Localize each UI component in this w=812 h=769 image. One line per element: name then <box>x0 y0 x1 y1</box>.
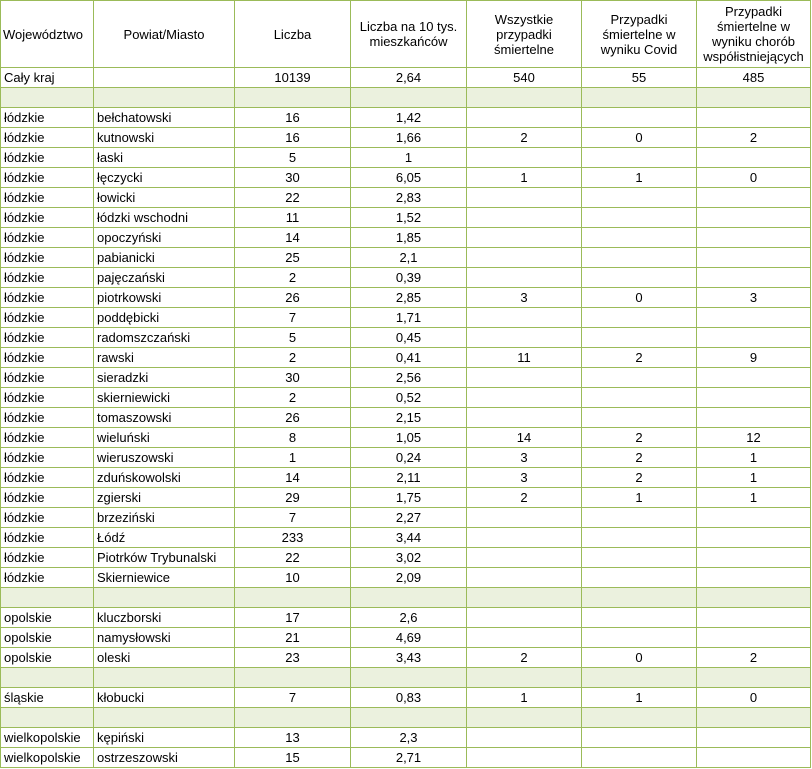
table-row <box>1 608 811 628</box>
cell-powiat: sieradzki <box>94 368 235 388</box>
cell-wojewodztwo: łódzkie <box>1 548 94 568</box>
header-wojewodztwo: Województwo <box>1 1 94 68</box>
cell-liczba-na-10-tys: 3,02 <box>351 548 467 568</box>
cell-smiertelne-wspolistniejace: 485 <box>697 68 811 88</box>
cell-smiertelne-wspolistniejace: 3 <box>697 288 811 308</box>
cell-liczba: 7 <box>235 308 351 328</box>
cell-wszystkie-smiertelne <box>467 228 582 248</box>
cell-smiertelne-covid <box>582 148 697 168</box>
table-row <box>1 668 811 688</box>
cell-liczba: 30 <box>235 368 351 388</box>
cell-wszystkie-smiertelne: 2 <box>467 488 582 508</box>
cell-liczba-na-10-tys: 2,6 <box>351 608 467 628</box>
table-row <box>1 468 811 488</box>
cell-liczba: 13 <box>235 728 351 748</box>
header-row <box>1 1 811 68</box>
cell-liczba: 15 <box>235 748 351 768</box>
cell-wszystkie-smiertelne <box>467 408 582 428</box>
cell-liczba-na-10-tys: 2,71 <box>351 748 467 768</box>
table-row <box>1 728 811 748</box>
cell-smiertelne-covid <box>582 108 697 128</box>
cell-smiertelne-wspolistniejace <box>697 208 811 228</box>
cell-smiertelne-wspolistniejace <box>697 188 811 208</box>
cell-powiat: kłobucki <box>94 688 235 708</box>
cell-powiat: poddębicki <box>94 308 235 328</box>
cell-smiertelne-wspolistniejace: 12 <box>697 428 811 448</box>
cell-powiat: kluczborski <box>94 608 235 628</box>
cell-wszystkie-smiertelne <box>467 308 582 328</box>
cell-wojewodztwo: opolskie <box>1 648 94 668</box>
cell-wojewodztwo: łódzkie <box>1 268 94 288</box>
cell-wojewodztwo <box>1 88 94 108</box>
cell-smiertelne-covid: 2 <box>582 348 697 368</box>
cell-liczba: 2 <box>235 388 351 408</box>
cell-wojewodztwo: opolskie <box>1 628 94 648</box>
cell-smiertelne-covid <box>582 308 697 328</box>
cell-liczba: 8 <box>235 428 351 448</box>
table-row <box>1 648 811 668</box>
cell-wojewodztwo: łódzkie <box>1 468 94 488</box>
cell-powiat <box>94 588 235 608</box>
cell-smiertelne-covid <box>582 548 697 568</box>
cell-smiertelne-wspolistniejace <box>697 148 811 168</box>
table-row <box>1 168 811 188</box>
cell-powiat: zduńskowolski <box>94 468 235 488</box>
table-row <box>1 448 811 468</box>
cell-liczba <box>235 668 351 688</box>
cell-wojewodztwo: łódzkie <box>1 348 94 368</box>
cell-wojewodztwo: łódzkie <box>1 408 94 428</box>
cell-wszystkie-smiertelne: 2 <box>467 128 582 148</box>
cell-liczba: 17 <box>235 608 351 628</box>
cell-wszystkie-smiertelne <box>467 108 582 128</box>
cell-wszystkie-smiertelne: 540 <box>467 68 582 88</box>
table-row <box>1 208 811 228</box>
cell-wojewodztwo: łódzkie <box>1 528 94 548</box>
cell-powiat: Skierniewice <box>94 568 235 588</box>
cell-wojewodztwo: śląskie <box>1 688 94 708</box>
table-row <box>1 288 811 308</box>
cell-smiertelne-wspolistniejace <box>697 228 811 248</box>
cell-liczba: 11 <box>235 208 351 228</box>
cell-liczba: 14 <box>235 228 351 248</box>
cell-powiat: łódzki wschodni <box>94 208 235 228</box>
cell-wszystkie-smiertelne <box>467 628 582 648</box>
cell-wszystkie-smiertelne <box>467 388 582 408</box>
cell-smiertelne-covid <box>582 608 697 628</box>
cell-liczba-na-10-tys: 0,83 <box>351 688 467 708</box>
cell-wszystkie-smiertelne: 14 <box>467 428 582 448</box>
cell-smiertelne-wspolistniejace: 0 <box>697 688 811 708</box>
cell-powiat: brzeziński <box>94 508 235 528</box>
cell-wszystkie-smiertelne <box>467 268 582 288</box>
cell-powiat: Łódź <box>94 528 235 548</box>
cell-wszystkie-smiertelne: 3 <box>467 448 582 468</box>
cell-wojewodztwo: łódzkie <box>1 308 94 328</box>
cell-liczba-na-10-tys: 2,3 <box>351 728 467 748</box>
cell-liczba-na-10-tys <box>351 668 467 688</box>
cell-wojewodztwo: łódzkie <box>1 508 94 528</box>
cell-liczba-na-10-tys: 4,69 <box>351 628 467 648</box>
table-row <box>1 748 811 768</box>
cell-powiat <box>94 88 235 108</box>
cell-liczba: 25 <box>235 248 351 268</box>
cell-smiertelne-wspolistniejace: 2 <box>697 648 811 668</box>
cell-wojewodztwo: wielkopolskie <box>1 728 94 748</box>
cell-wszystkie-smiertelne <box>467 708 582 728</box>
cell-liczba-na-10-tys: 1,85 <box>351 228 467 248</box>
cell-wojewodztwo: łódzkie <box>1 428 94 448</box>
cell-wszystkie-smiertelne <box>467 588 582 608</box>
cell-smiertelne-covid <box>582 748 697 768</box>
cell-powiat: piotrkowski <box>94 288 235 308</box>
cell-wszystkie-smiertelne: 11 <box>467 348 582 368</box>
table-row <box>1 488 811 508</box>
table-row <box>1 388 811 408</box>
table-row <box>1 548 811 568</box>
table-row <box>1 128 811 148</box>
cell-wojewodztwo: łódzkie <box>1 368 94 388</box>
cell-liczba-na-10-tys <box>351 708 467 728</box>
cell-liczba: 30 <box>235 168 351 188</box>
cell-smiertelne-wspolistniejace: 1 <box>697 448 811 468</box>
cell-powiat: tomaszowski <box>94 408 235 428</box>
header-wszystkie-smiertelne: Wszystkie przypadki śmiertelne <box>467 1 582 68</box>
cell-smiertelne-covid <box>582 728 697 748</box>
cell-wojewodztwo: wielkopolskie <box>1 748 94 768</box>
cell-powiat: ostrzeszowski <box>94 748 235 768</box>
cell-liczba: 16 <box>235 108 351 128</box>
cell-smiertelne-covid <box>582 328 697 348</box>
cell-powiat: namysłowski <box>94 628 235 648</box>
cell-smiertelne-covid <box>582 508 697 528</box>
cell-liczba: 10 <box>235 568 351 588</box>
cell-smiertelne-wspolistniejace <box>697 568 811 588</box>
cell-wszystkie-smiertelne <box>467 368 582 388</box>
cell-powiat: kępiński <box>94 728 235 748</box>
cell-smiertelne-wspolistniejace <box>697 588 811 608</box>
header-smiertelne-covid: Przypadki śmiertelne w wyniku Covid <box>582 1 697 68</box>
table-row <box>1 628 811 648</box>
cell-powiat: łaski <box>94 148 235 168</box>
table-row <box>1 528 811 548</box>
cell-liczba-na-10-tys: 0,24 <box>351 448 467 468</box>
cell-liczba <box>235 588 351 608</box>
cell-powiat: wieluński <box>94 428 235 448</box>
cell-powiat: pabianicki <box>94 248 235 268</box>
cell-smiertelne-wspolistniejace <box>697 748 811 768</box>
cell-liczba-na-10-tys: 2,27 <box>351 508 467 528</box>
cell-wszystkie-smiertelne: 3 <box>467 468 582 488</box>
cell-smiertelne-wspolistniejace <box>697 628 811 648</box>
table-row <box>1 708 811 728</box>
cell-liczba-na-10-tys: 1,42 <box>351 108 467 128</box>
table-row <box>1 688 811 708</box>
cell-liczba-na-10-tys <box>351 88 467 108</box>
cell-liczba: 22 <box>235 188 351 208</box>
cell-wszystkie-smiertelne: 1 <box>467 168 582 188</box>
cell-liczba-na-10-tys: 2,11 <box>351 468 467 488</box>
cell-wojewodztwo: łódzkie <box>1 488 94 508</box>
table-row <box>1 588 811 608</box>
cell-liczba-na-10-tys: 2,56 <box>351 368 467 388</box>
cell-wszystkie-smiertelne <box>467 248 582 268</box>
cell-liczba: 233 <box>235 528 351 548</box>
cell-liczba-na-10-tys: 2,09 <box>351 568 467 588</box>
cell-wszystkie-smiertelne <box>467 508 582 528</box>
cell-smiertelne-covid <box>582 88 697 108</box>
cell-smiertelne-covid: 2 <box>582 428 697 448</box>
cell-liczba: 2 <box>235 348 351 368</box>
cell-smiertelne-covid: 55 <box>582 68 697 88</box>
table-row <box>1 408 811 428</box>
cell-liczba-na-10-tys: 2,64 <box>351 68 467 88</box>
cell-liczba-na-10-tys: 1 <box>351 148 467 168</box>
cell-smiertelne-covid <box>582 368 697 388</box>
cell-powiat: bełchatowski <box>94 108 235 128</box>
cell-liczba: 7 <box>235 508 351 528</box>
table-row <box>1 308 811 328</box>
cell-smiertelne-covid <box>582 528 697 548</box>
cell-wojewodztwo: łódzkie <box>1 328 94 348</box>
cell-liczba-na-10-tys: 2,1 <box>351 248 467 268</box>
cell-powiat: Piotrków Trybunalski <box>94 548 235 568</box>
cell-smiertelne-wspolistniejace <box>697 388 811 408</box>
cell-wojewodztwo: łódzkie <box>1 388 94 408</box>
cell-wojewodztwo <box>1 588 94 608</box>
cell-powiat: skierniewicki <box>94 388 235 408</box>
cell-wojewodztwo: łódzkie <box>1 288 94 308</box>
table-row <box>1 68 811 88</box>
cell-smiertelne-wspolistniejace <box>697 108 811 128</box>
cell-powiat: oleski <box>94 648 235 668</box>
cell-liczba: 29 <box>235 488 351 508</box>
cell-smiertelne-covid <box>582 228 697 248</box>
table-row <box>1 108 811 128</box>
cell-liczba-na-10-tys: 1,52 <box>351 208 467 228</box>
cell-powiat <box>94 708 235 728</box>
cell-smiertelne-covid: 0 <box>582 128 697 148</box>
cell-powiat: wieruszowski <box>94 448 235 468</box>
cell-smiertelne-covid: 1 <box>582 688 697 708</box>
cell-smiertelne-wspolistniejace <box>697 528 811 548</box>
cell-liczba-na-10-tys: 2,15 <box>351 408 467 428</box>
table-row <box>1 568 811 588</box>
table-row <box>1 328 811 348</box>
cell-smiertelne-covid: 2 <box>582 468 697 488</box>
table-row <box>1 88 811 108</box>
cell-powiat <box>94 68 235 88</box>
cell-wszystkie-smiertelne <box>467 148 582 168</box>
cell-smiertelne-covid <box>582 208 697 228</box>
cell-wszystkie-smiertelne <box>467 728 582 748</box>
cell-wojewodztwo <box>1 708 94 728</box>
header-liczba-na-10-tys: Liczba na 10 tys. mieszkańców <box>351 1 467 68</box>
cell-wszystkie-smiertelne: 1 <box>467 688 582 708</box>
cell-powiat: rawski <box>94 348 235 368</box>
cell-liczba-na-10-tys: 2,85 <box>351 288 467 308</box>
cell-wszystkie-smiertelne <box>467 748 582 768</box>
cell-smiertelne-wspolistniejace <box>697 88 811 108</box>
cell-smiertelne-wspolistniejace <box>697 508 811 528</box>
cell-smiertelne-wspolistniejace <box>697 408 811 428</box>
cell-wojewodztwo: łódzkie <box>1 448 94 468</box>
cell-liczba-na-10-tys: 3,44 <box>351 528 467 548</box>
cell-smiertelne-wspolistniejace <box>697 248 811 268</box>
table-row <box>1 188 811 208</box>
cell-liczba-na-10-tys: 1,66 <box>351 128 467 148</box>
cell-liczba-na-10-tys: 0,52 <box>351 388 467 408</box>
cell-smiertelne-covid <box>582 588 697 608</box>
cell-smiertelne-covid <box>582 668 697 688</box>
cell-smiertelne-covid <box>582 708 697 728</box>
cell-smiertelne-covid: 1 <box>582 488 697 508</box>
cell-smiertelne-covid <box>582 568 697 588</box>
cell-smiertelne-wspolistniejace: 2 <box>697 128 811 148</box>
cell-wojewodztwo: Cały kraj <box>1 68 94 88</box>
table-row <box>1 428 811 448</box>
cell-smiertelne-covid: 1 <box>582 168 697 188</box>
cell-wojewodztwo: łódzkie <box>1 568 94 588</box>
cell-smiertelne-wspolistniejace <box>697 728 811 748</box>
cell-powiat: pajęczański <box>94 268 235 288</box>
cell-wojewodztwo: łódzkie <box>1 108 94 128</box>
cell-liczba: 23 <box>235 648 351 668</box>
table-row <box>1 508 811 528</box>
cell-wszystkie-smiertelne <box>467 528 582 548</box>
cell-smiertelne-wspolistniejace <box>697 708 811 728</box>
cell-smiertelne-wspolistniejace: 0 <box>697 168 811 188</box>
table-row <box>1 248 811 268</box>
cell-wszystkie-smiertelne <box>467 608 582 628</box>
cell-liczba-na-10-tys: 0,39 <box>351 268 467 288</box>
cell-smiertelne-wspolistniejace <box>697 548 811 568</box>
cell-wszystkie-smiertelne <box>467 328 582 348</box>
cell-wojewodztwo: łódzkie <box>1 248 94 268</box>
cell-liczba <box>235 708 351 728</box>
header-powiat: Powiat/Miasto <box>94 1 235 68</box>
cell-smiertelne-covid <box>582 188 697 208</box>
cell-liczba-na-10-tys: 0,45 <box>351 328 467 348</box>
table-body <box>1 68 811 768</box>
cell-smiertelne-wspolistniejace <box>697 668 811 688</box>
cell-smiertelne-covid: 2 <box>582 448 697 468</box>
cell-smiertelne-covid <box>582 628 697 648</box>
cell-liczba-na-10-tys: 1,71 <box>351 308 467 328</box>
cell-wojewodztwo: opolskie <box>1 608 94 628</box>
cell-wojewodztwo: łódzkie <box>1 208 94 228</box>
cell-liczba: 21 <box>235 628 351 648</box>
cell-liczba: 22 <box>235 548 351 568</box>
cell-liczba: 5 <box>235 328 351 348</box>
cell-smiertelne-covid <box>582 268 697 288</box>
header-liczba: Liczba <box>235 1 351 68</box>
cell-wojewodztwo <box>1 668 94 688</box>
cell-liczba: 1 <box>235 448 351 468</box>
cell-liczba: 7 <box>235 688 351 708</box>
cell-smiertelne-wspolistniejace <box>697 368 811 388</box>
cell-liczba-na-10-tys: 3,43 <box>351 648 467 668</box>
cell-liczba: 5 <box>235 148 351 168</box>
cell-powiat: łowicki <box>94 188 235 208</box>
cell-liczba-na-10-tys: 1,75 <box>351 488 467 508</box>
header-smiertelne-wspolistniejace: Przypadki śmiertelne w wyniku chorób współistniejących <box>697 1 811 68</box>
cell-smiertelne-covid <box>582 408 697 428</box>
cell-smiertelne-covid <box>582 248 697 268</box>
cell-wszystkie-smiertelne <box>467 188 582 208</box>
cell-smiertelne-wspolistniejace <box>697 328 811 348</box>
cell-wojewodztwo: łódzkie <box>1 148 94 168</box>
table-row <box>1 348 811 368</box>
cell-wojewodztwo: łódzkie <box>1 168 94 188</box>
cell-wszystkie-smiertelne <box>467 668 582 688</box>
cell-liczba: 10139 <box>235 68 351 88</box>
cell-wszystkie-smiertelne: 2 <box>467 648 582 668</box>
cell-wszystkie-smiertelne <box>467 88 582 108</box>
cell-smiertelne-wspolistniejace: 1 <box>697 468 811 488</box>
cell-smiertelne-wspolistniejace: 9 <box>697 348 811 368</box>
cell-wojewodztwo: łódzkie <box>1 128 94 148</box>
cell-liczba-na-10-tys <box>351 588 467 608</box>
cell-smiertelne-wspolistniejace: 1 <box>697 488 811 508</box>
cell-wojewodztwo: łódzkie <box>1 228 94 248</box>
cell-liczba: 2 <box>235 268 351 288</box>
cell-smiertelne-wspolistniejace <box>697 608 811 628</box>
cell-smiertelne-covid: 0 <box>582 648 697 668</box>
cell-smiertelne-wspolistniejace <box>697 308 811 328</box>
cell-liczba-na-10-tys: 2,83 <box>351 188 467 208</box>
cell-wszystkie-smiertelne <box>467 208 582 228</box>
cell-powiat: opoczyński <box>94 228 235 248</box>
table-row <box>1 148 811 168</box>
cell-liczba <box>235 88 351 108</box>
cell-liczba: 14 <box>235 468 351 488</box>
cell-smiertelne-wspolistniejace <box>697 268 811 288</box>
cell-powiat: zgierski <box>94 488 235 508</box>
table-row <box>1 228 811 248</box>
cell-wojewodztwo: łódzkie <box>1 188 94 208</box>
cell-liczba: 26 <box>235 288 351 308</box>
cell-liczba-na-10-tys: 1,05 <box>351 428 467 448</box>
cell-powiat: kutnowski <box>94 128 235 148</box>
cell-liczba-na-10-tys: 6,05 <box>351 168 467 188</box>
cell-powiat: łęczycki <box>94 168 235 188</box>
cell-smiertelne-covid: 0 <box>582 288 697 308</box>
cell-powiat <box>94 668 235 688</box>
cell-liczba: 16 <box>235 128 351 148</box>
cell-wszystkie-smiertelne <box>467 568 582 588</box>
cell-powiat: radomszczański <box>94 328 235 348</box>
cell-liczba-na-10-tys: 0,41 <box>351 348 467 368</box>
cell-smiertelne-covid <box>582 388 697 408</box>
table-row <box>1 268 811 288</box>
cell-wszystkie-smiertelne: 3 <box>467 288 582 308</box>
table-row <box>1 368 811 388</box>
cell-liczba: 26 <box>235 408 351 428</box>
cell-wszystkie-smiertelne <box>467 548 582 568</box>
